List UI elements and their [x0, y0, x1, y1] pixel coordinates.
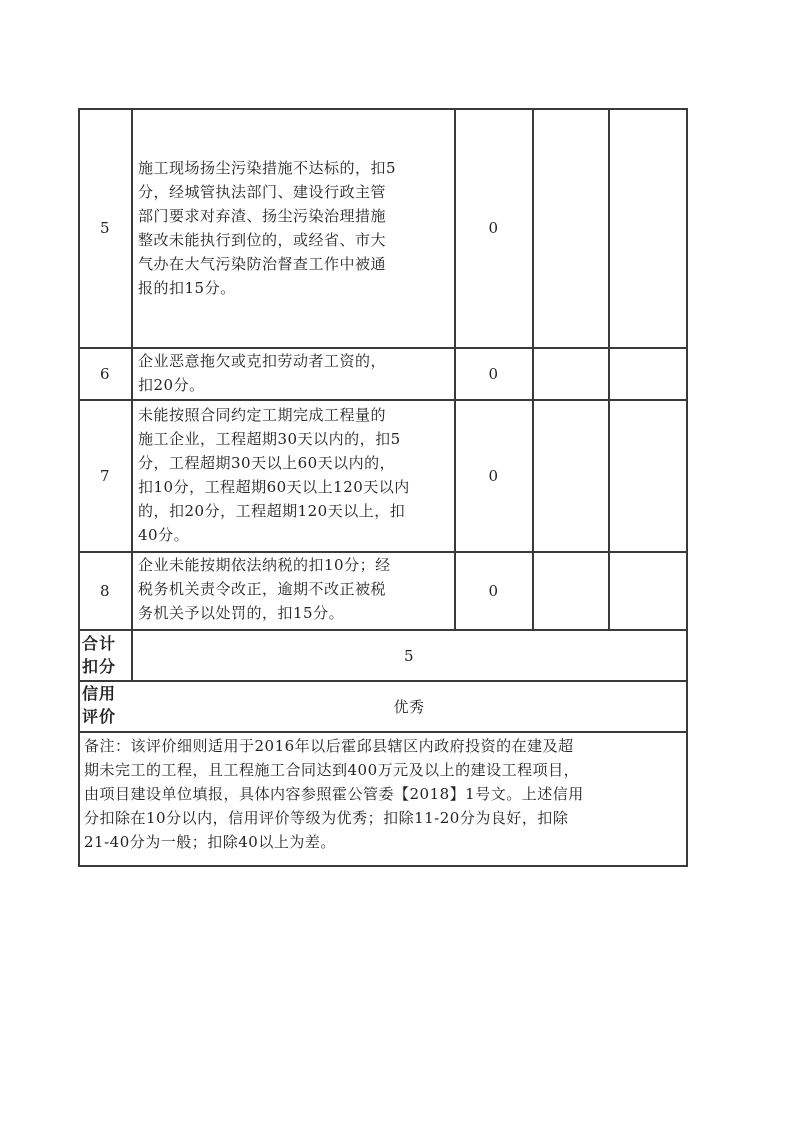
row-number: 5: [99, 219, 111, 237]
row-description: 施工现场扬尘污染措施不达标的，扣5 分，经城管执法部门、建设行政主管 部门要求对弃渣、扬尘污染治理措施 整改未能执行到位的，或经省、市大 气办在大气污染防治督查工作中被通 报的扣15分。: [138, 159, 397, 297]
row-description: 企业恶意拖欠或克扣劳动者工资的， 扣20分。: [138, 352, 387, 394]
rating-label: 信用 评价: [82, 684, 117, 726]
table-border-right: [686, 108, 688, 866]
row-number: 6: [99, 365, 111, 383]
total-label: 合计 扣分: [82, 634, 117, 676]
table-border-bottom: [78, 865, 688, 867]
row-number: 7: [99, 467, 111, 485]
total-value: 5: [403, 646, 415, 665]
row-number: 8: [99, 582, 111, 600]
row-divider: [78, 108, 688, 110]
row-divider: [78, 731, 688, 733]
row-score: 0: [488, 467, 499, 485]
rating-value: 优秀: [393, 697, 425, 716]
row-description: 未能按照合同约定工期完成工程量的 施工企业，工程超期30天以内的，扣5 分，工程超期30天以上60天以内的， 扣10分，工程超期60天以上120天以内 的，扣20分，工程超期120天以上，扣 40分。: [138, 406, 410, 544]
row-score: 0: [488, 365, 499, 383]
row-description: 企业未能按期依法纳税的扣10分；经 税务机关责令改正，逾期不改正被税 务机关予以处罚的，扣15分。: [138, 556, 391, 622]
row-score: 0: [488, 582, 499, 600]
row-score: 0: [488, 219, 499, 237]
col-divider: [131, 108, 133, 680]
remarks-note: 备注：该评价细则适用于2016年以后霍邱县辖区内政府投资的在建及超 期未完工的工程，且工程施工合同达到400万元及以上的建设工程项目， 由项目建设单位填报，具体内容参照霍公管委【2018】1号文。上述信用 分扣除在10分以内，信用评价等级为优秀；扣除11-20分为良好，扣除 21-40分为一般；扣除40以上为差。: [84, 737, 584, 851]
row-divider: [78, 399, 688, 401]
